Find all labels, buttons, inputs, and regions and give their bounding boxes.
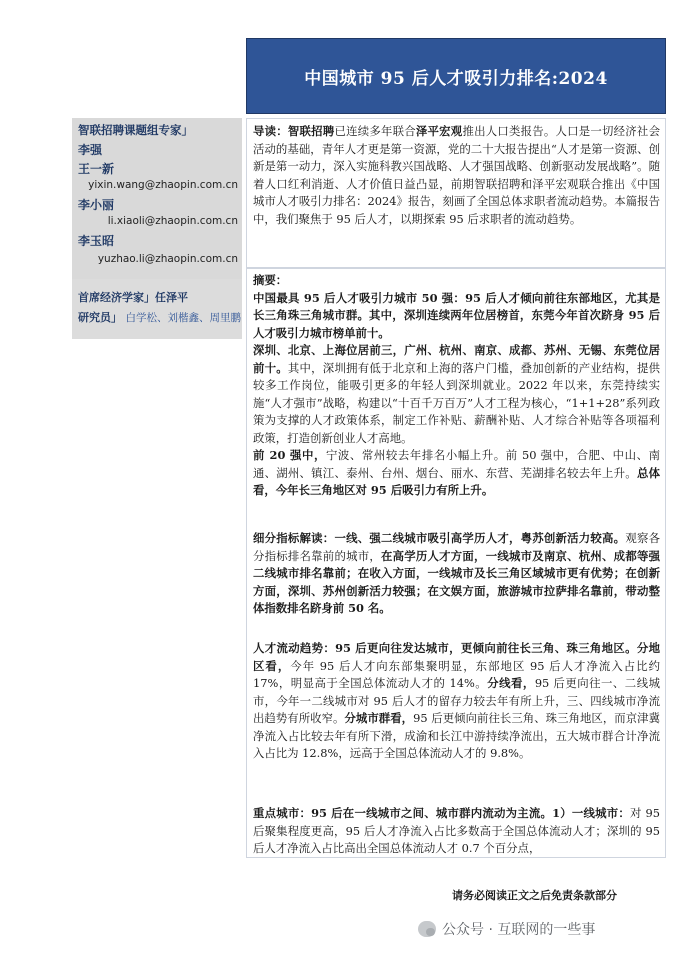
researchers-line (78, 309, 241, 325)
intro-brand-2: 泽平宏观 (415, 124, 463, 138)
summary-p1: 中国最具 95 后人才吸引力城市 50 强：95 后人才倾向前往东部地区，尤其是长三角珠三角城市群。其中，深圳连续两年位居榜首，东莞今年首次跻身 95 后人才吸引力城市榜单前十。 (253, 290, 660, 340)
flow-bold-2: 分地区看， (253, 641, 660, 673)
detail-bold-2: 在高学历人才方面，一线城市及南京、杭州、成都等强二线城市排名靠前；在收入方面，一线城市及长三角区域城市更有优势；在创新方面，深圳、苏州创新活力较强；在文娱方面，旅游城市拉萨排名靠前，带动整体指数排名跻身前 50 名。 (253, 548, 660, 615)
key-cities-bold: 重点城市：95 后在一线城市之间、城市群内流动为主流。1）一线城市： (253, 806, 631, 820)
summary-p3-text: 宁波、常州较去年排名小幅上升。前 50 强中，合肥、中山、南通、湖州、镇江、泰州、台州、烟台、丽水、东营、芜湖排名较去年上升。 (253, 448, 660, 480)
flow-bold-4: 分城市群看， (344, 711, 414, 725)
summary-p3-bold2: 总体看，今年长三角地区对 95 后吸引力有所上升。 (253, 465, 660, 497)
detail-text-1: 观察各分指标排名靠前的城市， (253, 531, 660, 563)
member-email[interactable]: yixin.wang@zhaopin.com.cn (88, 179, 238, 191)
title-banner (246, 38, 666, 114)
intro-text (253, 123, 660, 228)
flow-text-4: 95 后更倾向前往长三角、珠三角地区，而京津冀净流入占比较去年有所下滑，成渝和长江中游持续净流出，五大城市群合计净流入占比为 12.8%，远高于全国总体流动人才的 9.8%。 (253, 711, 660, 760)
detail-section (253, 530, 660, 618)
page-title: 中国城市 95 后人才吸引力排名:2024 (304, 68, 608, 89)
researchers-label: 研究员」 (78, 311, 122, 324)
watermark (418, 919, 595, 939)
watermark-text: 公众号 · 互联网的一些事 (442, 922, 596, 938)
member-email[interactable]: yuzhao.li@zhaopin.com.cn (97, 253, 238, 265)
chief-economist: 首席经济学家」任泽平 (78, 291, 188, 304)
member-name: 王一新 (78, 162, 115, 176)
disclaimer-note: 请务必阅读正文之后免责条款部分 (452, 889, 617, 902)
team-title: 智联招聘课题组专家」 (78, 123, 193, 137)
intro-brand: 智联招聘 (287, 124, 335, 138)
wechat-icon (418, 921, 436, 937)
member-name: 李玉昭 (78, 234, 115, 248)
member-name: 李小丽 (78, 198, 115, 212)
summary-p2-bold: 深圳、北京、上海位居前三，广州、杭州、南京、成都、苏州、无锡、东莞位居前十。 (253, 343, 660, 375)
flow-text-2: 今年 95 后人才向东部集聚明显，东部地区 95 后人才净流入占比约 17%，明显高于全国总体流动人才的 14%。 (253, 658, 660, 690)
key-cities-section (253, 805, 660, 858)
key-cities-text: 对 95 后聚集程度更高，95 后人才净流入占比多数高于全国总体流动人才；深圳的 95 后人才净流入占比高出全国总体流动人才 0.7 个百分点， (253, 806, 660, 855)
intro-label: 导读： (253, 124, 288, 138)
intro-text-part: 已连续多年联合 (334, 124, 416, 138)
member-email[interactable]: li.xiaoli@zhaopin.com.cn (107, 215, 238, 227)
summary-label: 摘要： (253, 273, 288, 287)
flow-section (253, 640, 660, 763)
summary-p3-bold: 前 20 强中， (253, 448, 326, 462)
detail-bold-1: 细分指标解读：一线、强二线城市吸引高学历人才，粤苏创新活力较高。 (253, 531, 626, 545)
flow-bold-3: 分线看， (487, 676, 535, 690)
researchers-names: 白学松、刘楷鑫、周里鹏 (125, 312, 241, 324)
flow-bold-1: 人才流动趋势：95 后更向往发达城市，更倾向前往长三角、珠三角地区。 (253, 641, 637, 655)
flow-text-3: 95 后更向往一、二线城市，今年一二线城市对 95 后人才的留存力较去年有所上升，三、四线城市净流出趋势有所收窄。 (253, 676, 660, 725)
member-name: 李强 (78, 143, 103, 157)
summary-section (253, 272, 660, 500)
intro-text-part: 推出人口类报告。人口是一切经济社会活动的基础，青年人才更是第一资源，党的二十大报告提出“人才是第一资源、创新是第一动力，深入实施科教兴国战略、人才强国战略、创新驱动发展战略”。随着人口红利消逝、人才价值日益凸显，前期智联招聘和泽平宏观联合推出《中国城市人才吸引力排名：2024》报告，刻画了全国总体求职者流动趋势。本篇报告中，我们聚焦于 95 后人才，以期探索 95 后求职者的流动趋势。 (253, 124, 660, 226)
summary-p2-text: 其中，深圳拥有低于北京和上海的落户门槛，叠加创新的产业结构，提供较多工作岗位，能吸引更多的年轻人到深圳就业。2022 年以来，东莞持续实施“人才强市”战略，构建以“十百千万百万”人才工程为核心，“1+1+28”系列政策为支撑的人才政策体系，制定工作补贴、薪酬补贴、人才综合补贴等各项福利政策，打造创新创业人才高地。 (253, 360, 660, 445)
